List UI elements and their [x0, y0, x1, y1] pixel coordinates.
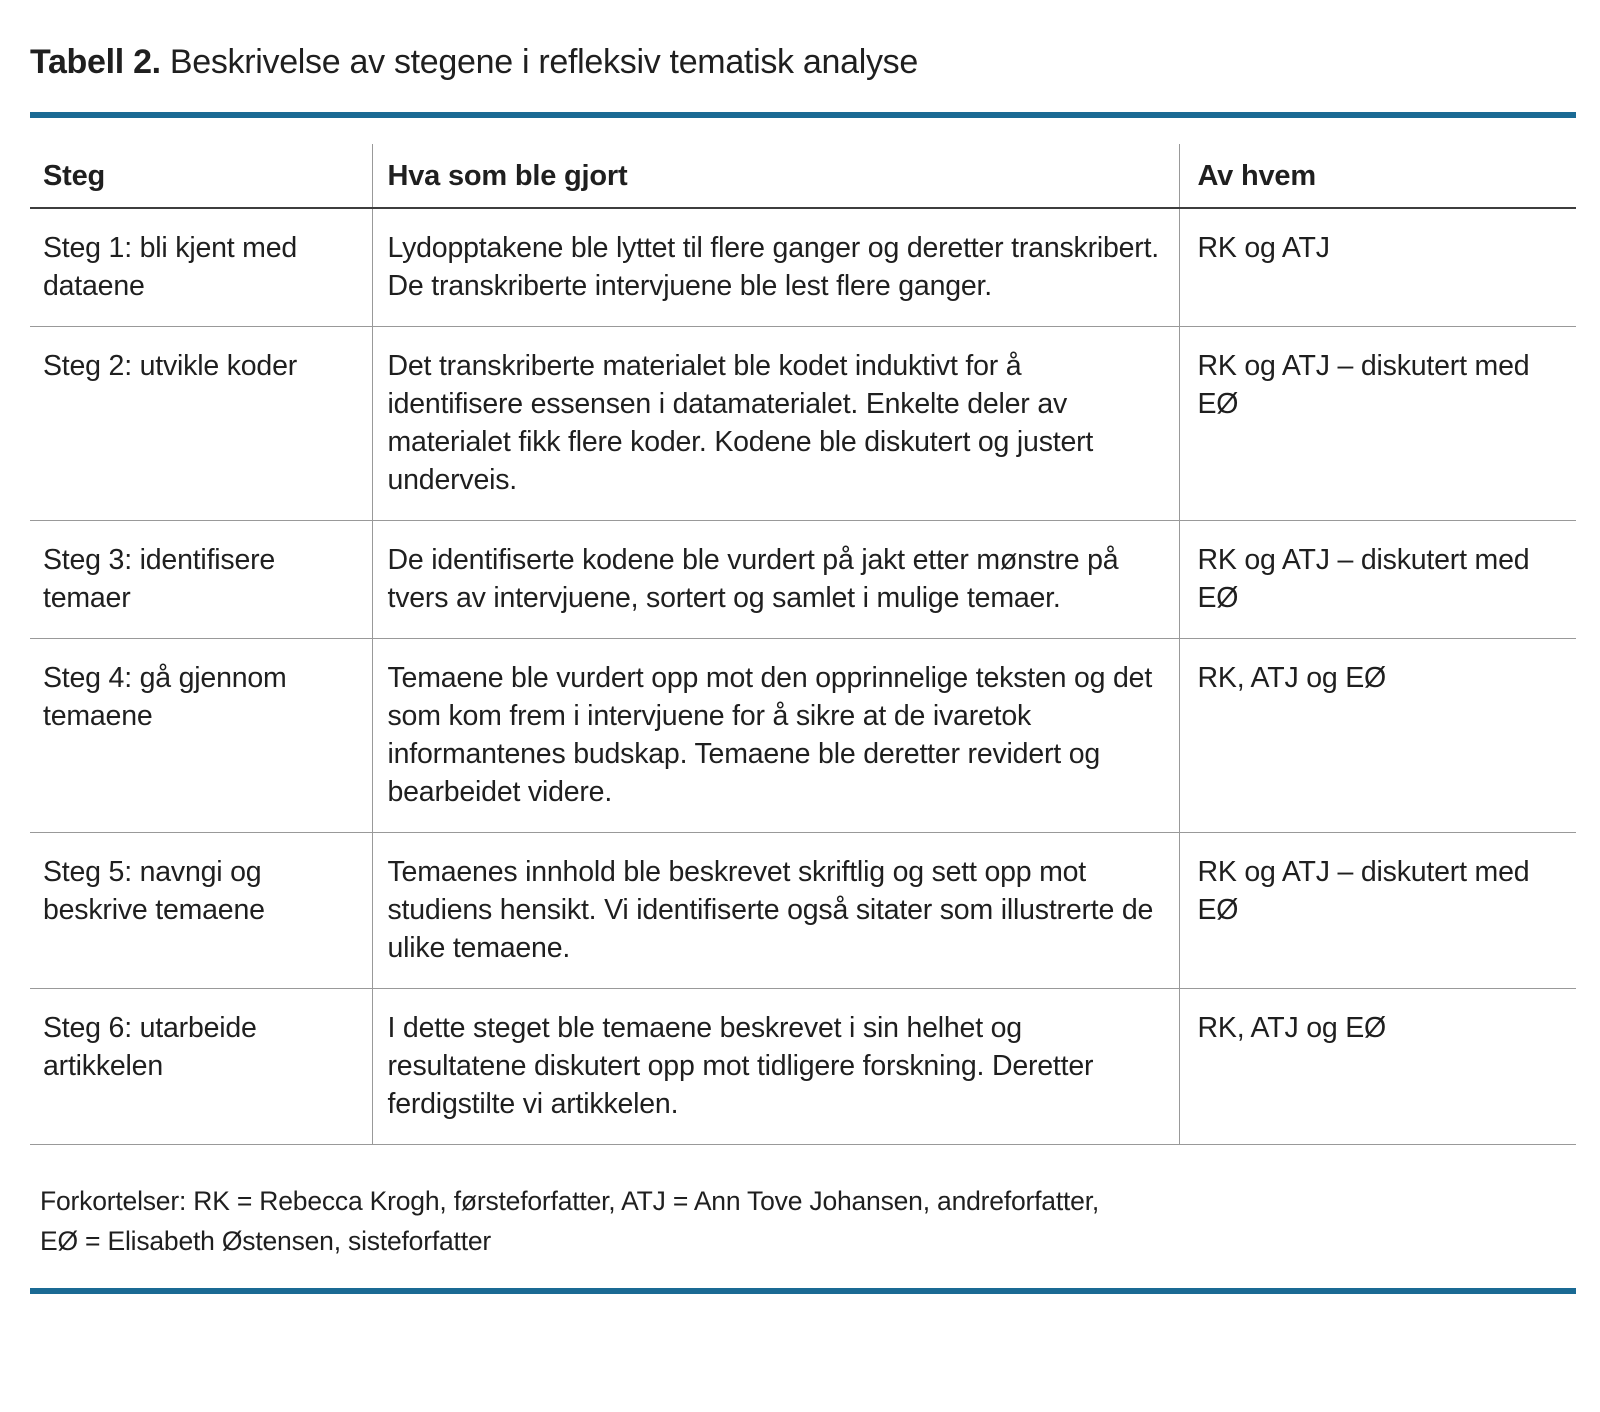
cell-hva: De identifiserte kodene ble vurdert på jakt etter mønstre på tvers av intervjuene, sortert og samlet i mulige temaer. [372, 520, 1179, 638]
cell-steg: Steg 1: bli kjent med dataene [30, 208, 372, 327]
cell-steg: Steg 2: utvikle koder [30, 326, 372, 520]
cell-hvem: RK, ATJ og EØ [1179, 988, 1576, 1144]
table-row [30, 638, 1576, 832]
table-row [30, 988, 1576, 1144]
cell-hvem: RK og ATJ [1179, 208, 1576, 327]
cell-steg: Steg 4: gå gjennom temaene [30, 638, 372, 832]
table-caption [30, 42, 1572, 83]
column-header-av-hvem: Av hvem [1179, 144, 1576, 208]
top-accent-rule [30, 112, 1576, 118]
footnote [30, 1181, 1572, 1261]
cell-hva: Temaenes innhold ble beskrevet skriftlig og sett opp mot studiens hensikt. Vi identifiserte også sitater som illustrerte de ulike temaene. [372, 832, 1179, 988]
cell-hvem: RK og ATJ – diskutert med EØ [1179, 832, 1576, 988]
table-header [30, 144, 1576, 208]
footnote-line-1: Forkortelser: RK = Rebecca Krogh, førsteforfatter, ATJ = Ann Tove Johansen, andreforfatter, [40, 1185, 1100, 1216]
column-header-steg: Steg [30, 144, 372, 208]
cell-hvem: RK og ATJ – diskutert med EØ [1179, 520, 1576, 638]
table-body [30, 208, 1576, 1145]
cell-hva: Temaene ble vurdert opp mot den opprinnelige teksten og det som kom frem i intervjuene for å sikre at de ivaretok informantenes budskap. Temaene ble deretter revidert og bearbeidet videre. [372, 638, 1179, 832]
cell-steg: Steg 5: navngi og beskrive temaene [30, 832, 372, 988]
steps-table [30, 144, 1576, 1145]
footnote-line-2: EØ = Elisabeth Østensen, sisteforfatter [40, 1225, 492, 1256]
table-row [30, 208, 1576, 327]
cell-hva: Det transkriberte materialet ble kodet induktivt for å identifisere essensen i datamaterialet. Enkelte deler av materialet fikk flere koder. Kodene ble diskutert og justert underveis. [372, 326, 1179, 520]
bottom-accent-rule [30, 1288, 1576, 1294]
table-row [30, 326, 1576, 520]
cell-steg: Steg 3: identifisere temaer [30, 520, 372, 638]
cell-steg: Steg 6: utarbeide artikkelen [30, 988, 372, 1144]
column-header-hva-som-ble-gjort: Hva som ble gjort [372, 144, 1179, 208]
table-caption-text: Beskrivelse av stegene i refleksiv tematisk analyse [169, 43, 918, 81]
table-caption-label: Tabell 2. [30, 43, 161, 81]
cell-hvem: RK og ATJ – diskutert med EØ [1179, 326, 1576, 520]
table-row [30, 832, 1576, 988]
cell-hvem: RK, ATJ og EØ [1179, 638, 1576, 832]
cell-hva: Lydopptakene ble lyttet til flere ganger og deretter transkribert. De transkriberte intervjuene ble lest flere ganger. [372, 208, 1179, 327]
header-row [30, 144, 1576, 208]
cell-hva: I dette steget ble temaene beskrevet i sin helhet og resultatene diskutert opp mot tidligere forskning. Deretter ferdigstilte vi artikkelen. [372, 988, 1179, 1144]
table-row [30, 520, 1576, 638]
